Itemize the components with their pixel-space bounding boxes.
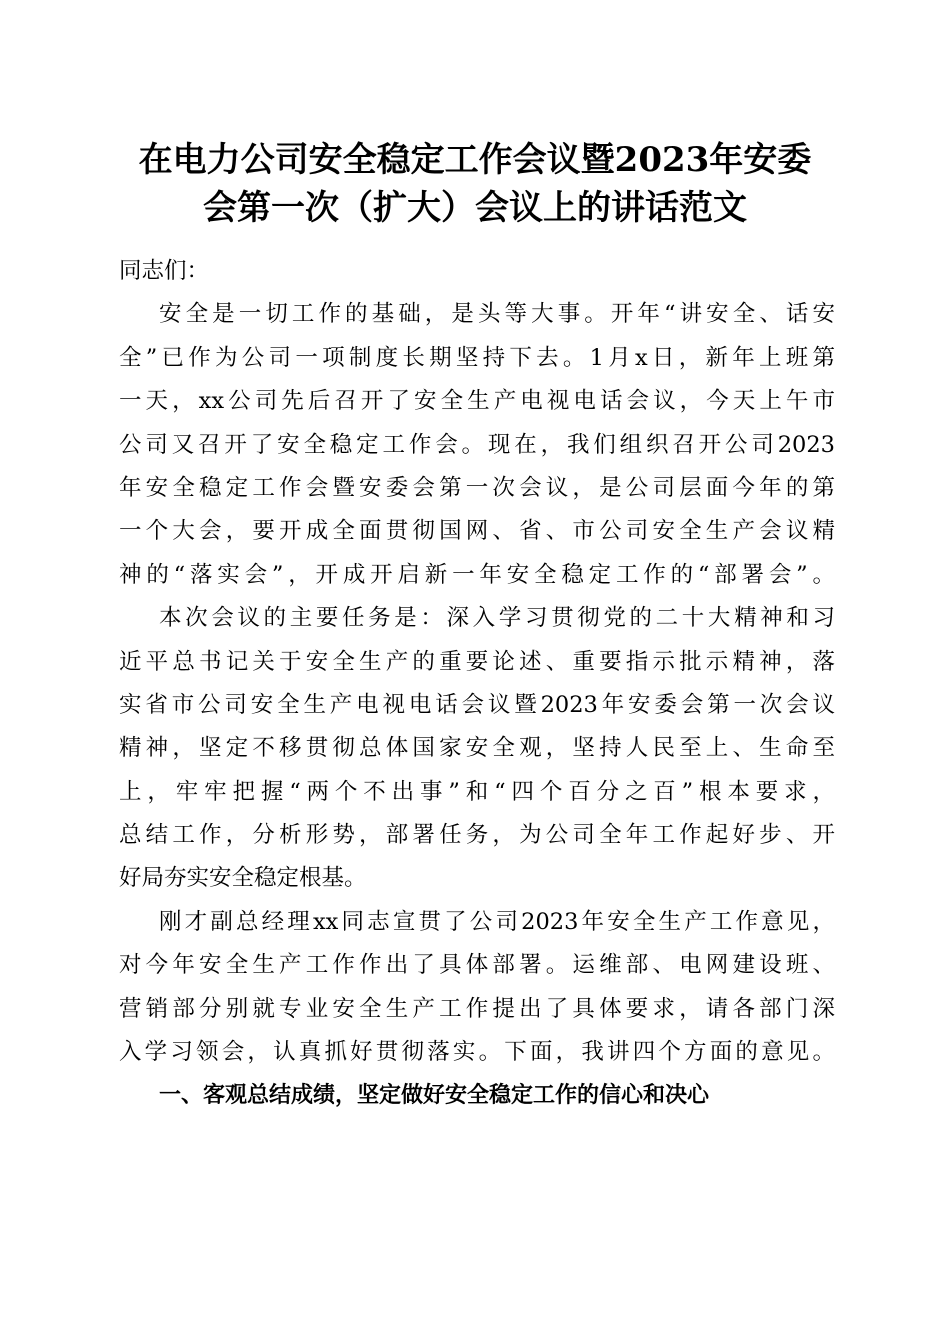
paragraph-line: 公司又召开了安全稳定工作会。现在，我们组织召开公司2023	[119, 431, 835, 458]
title-line: 在电力公司安全稳定工作会议暨2023年安委	[138, 140, 812, 180]
paragraph-line: 对今年安全生产工作作出了具体部署。运维部、电网建设班、	[119, 952, 835, 979]
paragraph-line: 入学习领会，认真抓好贯彻落实。下面，我讲四个方面的意见。	[119, 1039, 835, 1066]
document-title	[100, 136, 850, 232]
paragraph-line: 全”已作为公司一项制度长期坚持下去。1月x日，新年上班第	[119, 344, 835, 371]
title-line: 会第一次（扩大）会议上的讲话范文	[203, 188, 747, 228]
paragraph-line: 上，牢牢把握“两个不出事”和“四个百分之百”根本要求，	[119, 778, 835, 805]
section-heading: 一、客观总结成绩，坚定做好安全稳定工作的信心和决心	[159, 1083, 710, 1109]
paragraph-line: 一个大会，要开成全面贯彻国网、省、市公司安全生产会议精	[119, 518, 835, 545]
paragraph-line: 安全是一切工作的基础，是头等大事。开年“讲安全、话安	[159, 301, 835, 328]
paragraph-line: 好局夯实安全稳定根基。	[119, 865, 367, 892]
paragraph-line: 精神，坚定不移贯彻总体国家安全观，坚持人民至上、生命至	[119, 735, 835, 762]
paragraph-line: 实省市公司安全生产电视电话会议暨2023年安委会第一次会议	[119, 691, 835, 718]
paragraph-line: 刚才副总经理xx同志宣贯了公司2023年安全生产工作意见，	[159, 908, 835, 935]
paragraph-line: 营销部分别就专业安全生产工作提出了具体要求，请各部门深	[119, 995, 835, 1022]
paragraph-line: 总结工作，分析形势，部署任务，为公司全年工作起好步、开	[119, 822, 835, 849]
document-body	[119, 250, 835, 1118]
paragraph-line: 一天，xx公司先后召开了安全生产电视电话会议，今天上午市	[119, 388, 835, 415]
paragraph-line: 本次会议的主要任务是：深入学习贯彻党的二十大精神和习	[159, 605, 835, 632]
paragraph-line: 年安全稳定工作会暨安委会第一次会议，是公司层面今年的第	[119, 474, 835, 501]
salutation: 同志们：	[119, 258, 210, 284]
paragraph-line: 近平总书记关于安全生产的重要论述、重要指示批示精神，落	[119, 648, 835, 675]
paragraph-line: 神的“落实会”，开成开启新一年安全稳定工作的“部署会”。	[119, 561, 835, 588]
